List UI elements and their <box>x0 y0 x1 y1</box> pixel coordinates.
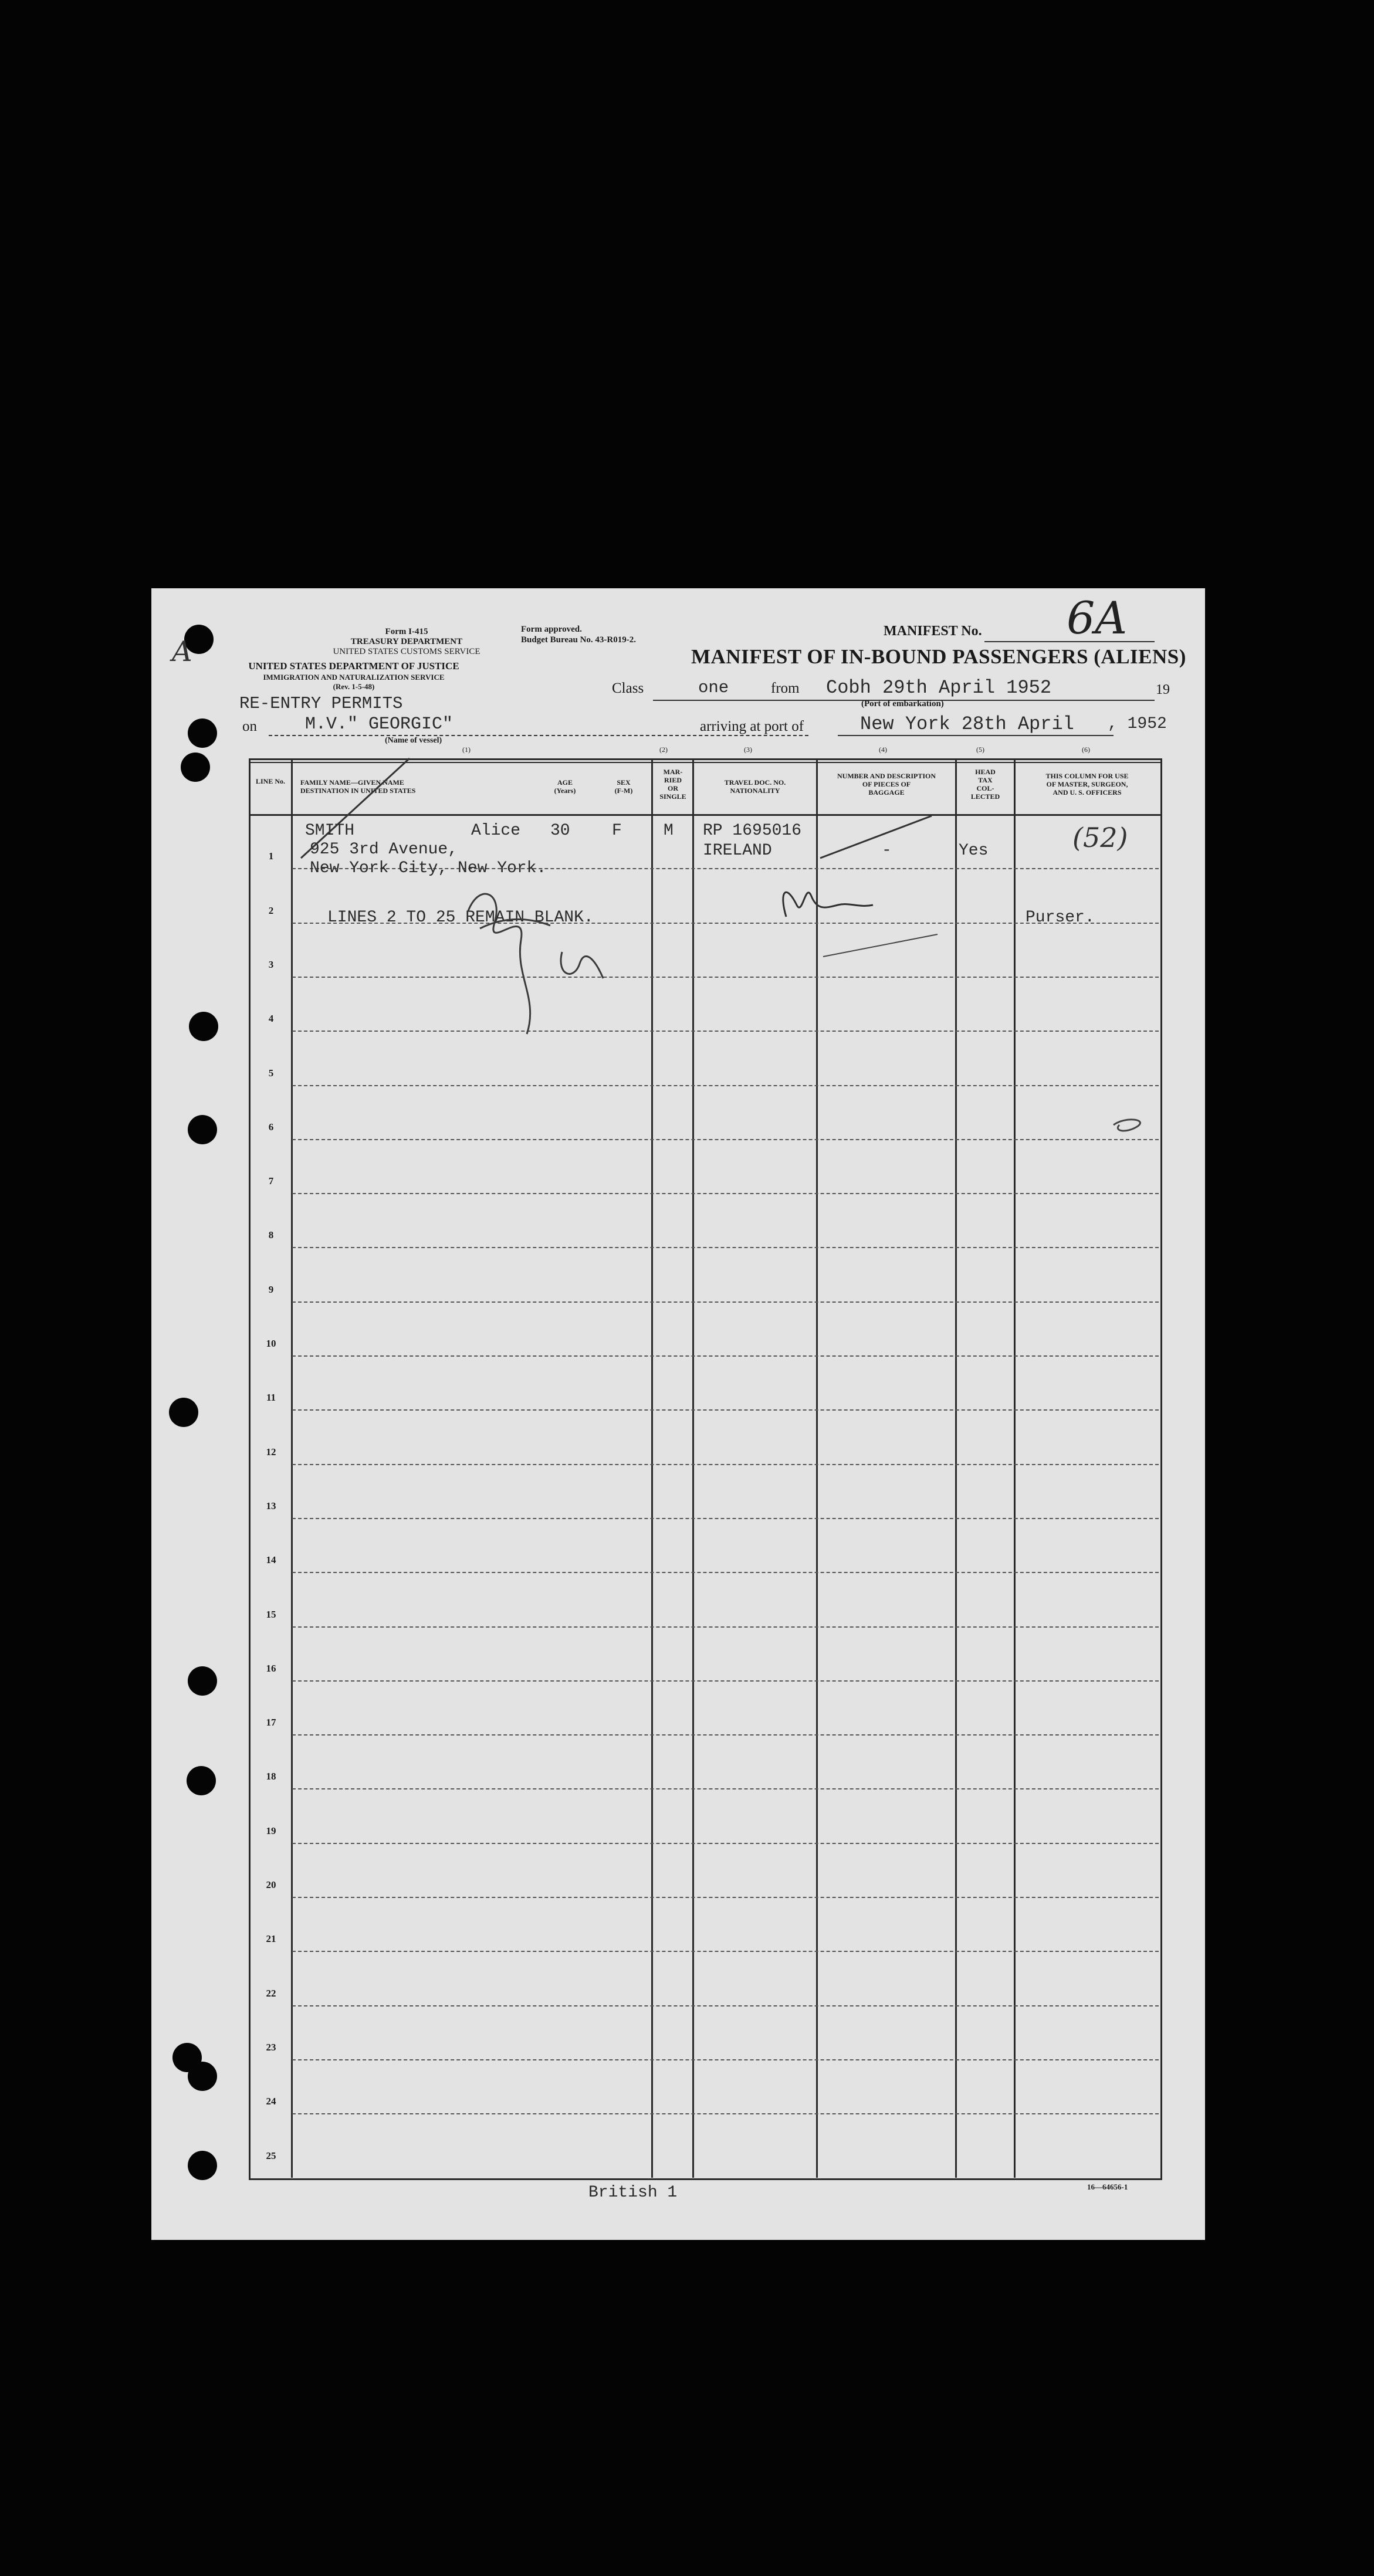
footer-code: 16—64656-1 <box>1087 2182 1128 2191</box>
line-number: 10 <box>266 1338 276 1349</box>
arriving-year: , 1952 <box>1108 715 1167 733</box>
manifest-number-label: MANIFEST No. <box>884 623 982 639</box>
signature-scrawl <box>468 894 603 1034</box>
line-number: 17 <box>266 1717 276 1728</box>
nationality-total: British 1 <box>588 2184 678 2202</box>
head-tax-value: Yes <box>959 842 989 860</box>
line-number: 23 <box>266 2041 276 2053</box>
column-number: (5) <box>976 745 984 754</box>
treasury-department: TREASURY DEPARTMENT <box>350 637 463 646</box>
signature-tail <box>823 934 938 957</box>
given-name: Alice <box>471 822 521 840</box>
from-label: from <box>771 680 800 696</box>
column-number: (4) <box>879 745 887 754</box>
travel-document-number: RP 1695016 <box>703 822 802 840</box>
line-number: 18 <box>266 1771 276 1782</box>
year-suffix: 19 <box>1156 682 1170 697</box>
line-number: 21 <box>266 1933 276 1945</box>
head-tax-heading: HEAD TAX COL- LECTED <box>970 768 1000 801</box>
line-number: 14 <box>266 1554 276 1566</box>
baggage-heading: NUMBER AND DESCRIPTION OF PIECES OF BAGGAGE <box>837 772 936 796</box>
age-value: 30 <box>550 822 570 840</box>
form-number: Form I-415 <box>385 627 428 636</box>
nationality: IRELAND <box>703 842 772 860</box>
port-of-embarkation-caption: (Port of embarkation) <box>861 699 944 709</box>
officers-column-heading: THIS COLUMN FOR USE OF MASTER, SURGEON, AND U. S. OFFICERS <box>1045 772 1129 796</box>
manifest-page <box>151 588 1205 2240</box>
line-number: 1 <box>268 850 274 862</box>
baggage-slash <box>820 816 932 858</box>
vessel-caption: (Name of vessel) <box>385 736 442 745</box>
class-label: Class <box>612 680 644 696</box>
sex-heading: SEX (F-M) <box>614 778 633 795</box>
line-number: 8 <box>268 1229 274 1241</box>
column-number: (6) <box>1082 745 1090 754</box>
line-number: 3 <box>268 958 274 970</box>
line-number: 2 <box>268 904 274 916</box>
line-number: 22 <box>266 1987 276 1999</box>
sex-value: F <box>612 822 622 840</box>
small-mark <box>1114 1120 1140 1131</box>
married-value: M <box>664 822 674 840</box>
line-number: 6 <box>268 1121 274 1133</box>
line-number: 15 <box>266 1608 276 1620</box>
budget-bureau: Budget Bureau No. 43-R019-2. <box>521 635 636 645</box>
address-line-1: 925 3rd Avenue, <box>310 840 458 859</box>
department-of-justice: UNITED STATES DEPARTMENT OF JUSTICE <box>248 660 459 672</box>
name-destination-heading: FAMILY NAME—GIVEN NAME DESTINATION IN UNITED STATES <box>300 778 416 795</box>
customs-service: UNITED STATES CUSTOMS SERVICE <box>333 647 480 656</box>
line-number: 11 <box>266 1392 276 1404</box>
line-number: 5 <box>268 1067 274 1079</box>
vessel-name: M.V." GEORGIC" <box>305 714 454 734</box>
re-entry-permits: RE-ENTRY PERMITS <box>239 694 403 713</box>
arriving-value: New York 28th April <box>860 713 1074 735</box>
column-number: (1) <box>462 745 471 754</box>
handwriting-overlay <box>151 588 1205 2240</box>
line-number-heading: LINE No. <box>255 777 285 785</box>
travel-doc-heading: TRAVEL DOC. NO. NATIONALITY <box>724 778 786 795</box>
column-number: (2) <box>659 745 668 754</box>
line-number: 9 <box>268 1283 274 1295</box>
officer-note: (52) <box>1072 822 1128 853</box>
column-number: (3) <box>744 745 752 754</box>
purser-signature <box>783 892 873 917</box>
on-label: on <box>242 718 257 734</box>
manifest-number-value: 6A <box>1067 592 1128 644</box>
manifest-title: MANIFEST OF IN-BOUND PASSENGERS (ALIENS) <box>691 645 1186 668</box>
corner-handwritten-mark: A <box>172 635 192 668</box>
form-approved: Form approved. <box>521 625 582 634</box>
line-number: 19 <box>266 1825 276 1836</box>
line-number: 25 <box>266 2150 276 2161</box>
family-name: SMITH <box>305 822 355 840</box>
line-number: 4 <box>268 1013 274 1025</box>
line-number: 7 <box>268 1175 274 1187</box>
purser-label: Purser. <box>1026 909 1095 927</box>
immigration-service: IMMIGRATION AND NATURALIZATION SERVICE <box>263 673 445 682</box>
line-number: 12 <box>266 1446 276 1458</box>
revision-date: (Rev. 1-5-48) <box>333 682 375 691</box>
arriving-label: arriving at port of <box>700 718 804 734</box>
line-number: 20 <box>266 1879 276 1890</box>
class-value: one <box>698 678 729 697</box>
line-number: 13 <box>266 1500 276 1511</box>
age-heading: AGE (Years) <box>554 778 576 795</box>
married-heading: MAR- RIED OR SINGLE <box>659 768 686 801</box>
address-line-2: New York City, New York. <box>310 859 547 877</box>
line-number: 24 <box>266 2096 276 2107</box>
check-slash <box>301 758 410 858</box>
line-number: 16 <box>266 1662 276 1674</box>
remain-blank-notice: LINES 2 TO 25 REMAIN BLANK. <box>327 909 594 927</box>
baggage-value: - <box>882 842 892 860</box>
from-value: Cobh 29th April 1952 <box>826 677 1052 699</box>
